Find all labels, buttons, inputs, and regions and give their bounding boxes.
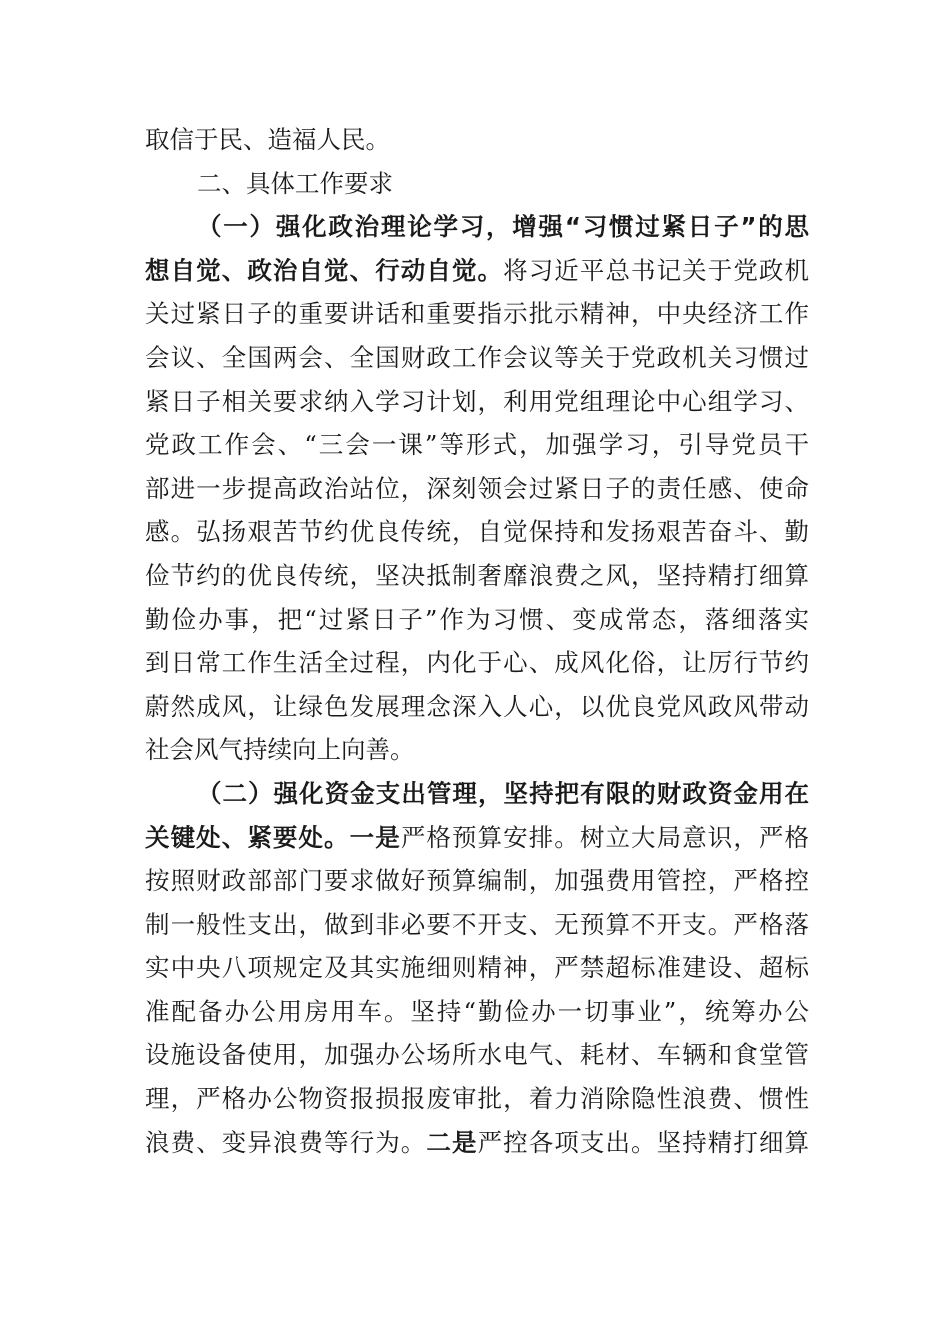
section2-line: 准配备办公用房用车。坚持“勤俭办一切事业”，统筹办公	[145, 996, 809, 1026]
section2-last-text: 浪费、变异浪费等行为。	[145, 1127, 427, 1157]
section1-line: 部进一步提高政治站位，深刻领会过紧日子的责任感、使命	[145, 473, 809, 503]
section2-line: 按照财政部部门要求做好预算编制，加强费用管控，严格控	[145, 866, 809, 896]
section1-line: 会议、全国两会、全国财政工作会议等关于党政机关习惯过	[145, 342, 809, 372]
section2-line: 理，严格办公物资报损报废审批，着力消除隐性浪费、惯性	[145, 1084, 809, 1114]
section1-line-last: 社会风气持续向上向善。	[145, 735, 415, 765]
section2-last-text-rest: 严控各项支出。坚持精打细算	[477, 1127, 810, 1157]
section1-line: 关过紧日子的重要讲话和重要指示批示精神，中央经济工作	[145, 299, 809, 329]
section1-title-line2	[145, 249, 809, 293]
intro-line: 取信于民、造福人民。	[145, 125, 390, 154]
section2-text-start: 严格预算安排。树立大局意识，严格	[400, 822, 810, 852]
section2-point1-marker: 一是	[349, 822, 401, 852]
section2-line: 制一般性支出，做到非必要不开支、无预算不开支。严格落	[145, 909, 809, 939]
section-heading: 二、具体工作要求	[197, 168, 393, 198]
section1-title-line1: （一）强化政治理论学习，增强“习惯过紧日子”的思	[197, 212, 809, 242]
section2-title-end: 关键处、紧要处。	[145, 822, 350, 852]
section1-line: 俭节约的优良传统，坚决抵制奢靡浪费之风，坚持精打细算	[145, 560, 809, 590]
section2-line: 实中央八项规定及其实施细则精神，严禁超标准建设、超标	[145, 953, 809, 983]
section2-title-line1: （二）强化资金支出管理，坚持把有限的财政资金用在	[197, 778, 809, 808]
section1-title-end: 想自觉、政治自觉、行动自觉。	[145, 255, 504, 285]
section2-point2-marker: 二是	[426, 1127, 478, 1157]
section1-line: 感。弘扬艰苦节约优良传统，自觉保持和发扬艰苦奋斗、勤	[145, 517, 809, 547]
document-body	[145, 118, 809, 1164]
section1-line: 勤俭办事，把“过紧日子”作为习惯、变成常态，落细落实	[145, 604, 809, 634]
section1-line: 到日常工作生活全过程，内化于心、成风化俗，让厉行节约	[145, 648, 809, 678]
section2-title-line2	[145, 816, 809, 860]
section1-line: 蔚然成风，让绿色发展理念深入人心，以优良党风政风带动	[145, 691, 809, 721]
section2-line: 设施设备使用，加强办公场所水电气、耗材、车辆和食堂管	[145, 1040, 809, 1070]
section2-line-last	[145, 1121, 809, 1165]
section1-text-start: 将习近平总书记关于党政机	[503, 255, 810, 285]
section1-line: 党政工作会、“三会一课”等形式，加强学习，引导党员干	[145, 430, 809, 460]
section1-line: 紧日子相关要求纳入学习计划，利用党组理论中心组学习、	[145, 386, 809, 416]
